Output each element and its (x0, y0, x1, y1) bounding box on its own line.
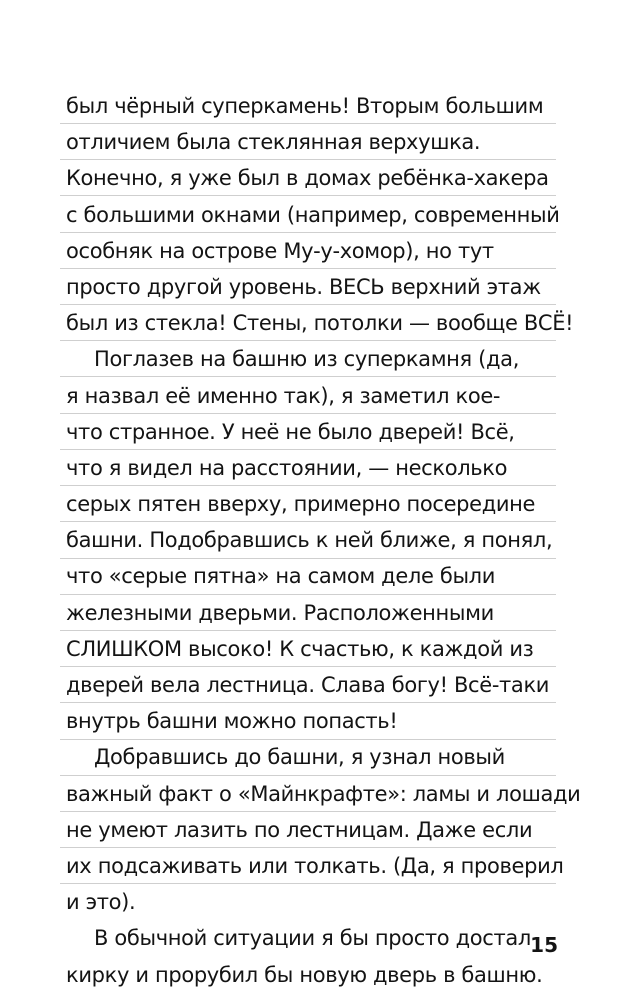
text-line: железными дверьми. Расположенными (66, 600, 494, 625)
text-line: дверей вела лестница. Слава богу! Всё-таки (66, 673, 550, 697)
text-line: и это). (66, 890, 136, 915)
page-number: 15 (530, 933, 558, 957)
text-line: что «серые пятна» на самом деле были (66, 564, 496, 589)
text-line: отличием была стеклянная верхушка. (66, 130, 481, 155)
text-line: их подсаживать или толкать. (Да, я проверил (66, 853, 564, 878)
text-line: просто другой уровень. ВЕСЬ верхний этаж (66, 274, 541, 299)
text-line: СЛИШКОМ высоко! К счастью, к каждой из (66, 636, 534, 661)
paragraph-start-line: Добравшись до башни, я узнал новый (94, 745, 505, 770)
paragraph-start-line: В обычной ситуации я бы просто достал (94, 926, 531, 951)
text-line: я назвал её именно так), я заметил кое- (66, 383, 501, 408)
text-line: башни. Подобравшись к ней ближе, я понял, (66, 528, 553, 553)
text-line: что я видел на расстоянии, — несколько (66, 455, 508, 480)
paragraph-start-line: Поглазев на башню из суперкамня (да, (94, 347, 520, 372)
text-line: серых пятен вверху, примерно посередине (66, 492, 536, 517)
text-line: кирку и прорубил бы новую дверь в башню. (66, 962, 543, 987)
text-line: с большими окнами (например, современный (66, 202, 560, 227)
text-line: Конечно, я уже был в домах ребёнка-хакера (66, 166, 549, 191)
text-line: внутрь башни можно попасть! (66, 709, 398, 734)
text-line: что странное. У неё не было дверей! Всё, (66, 419, 515, 444)
text-line: не умеют лазить по лестницам. Даже если (66, 817, 533, 842)
text-line: был чёрный суперкамень! Вторым большим (66, 94, 544, 118)
body-text (66, 88, 581, 993)
text-line: особняк на острове Му-у-хомор), но тут (66, 238, 494, 263)
text-line: был из стекла! Стены, потолки — вообще ВСЁ! (66, 311, 574, 336)
text-line: важный факт о «Майнкрафте»: ламы и лошади (66, 781, 581, 806)
